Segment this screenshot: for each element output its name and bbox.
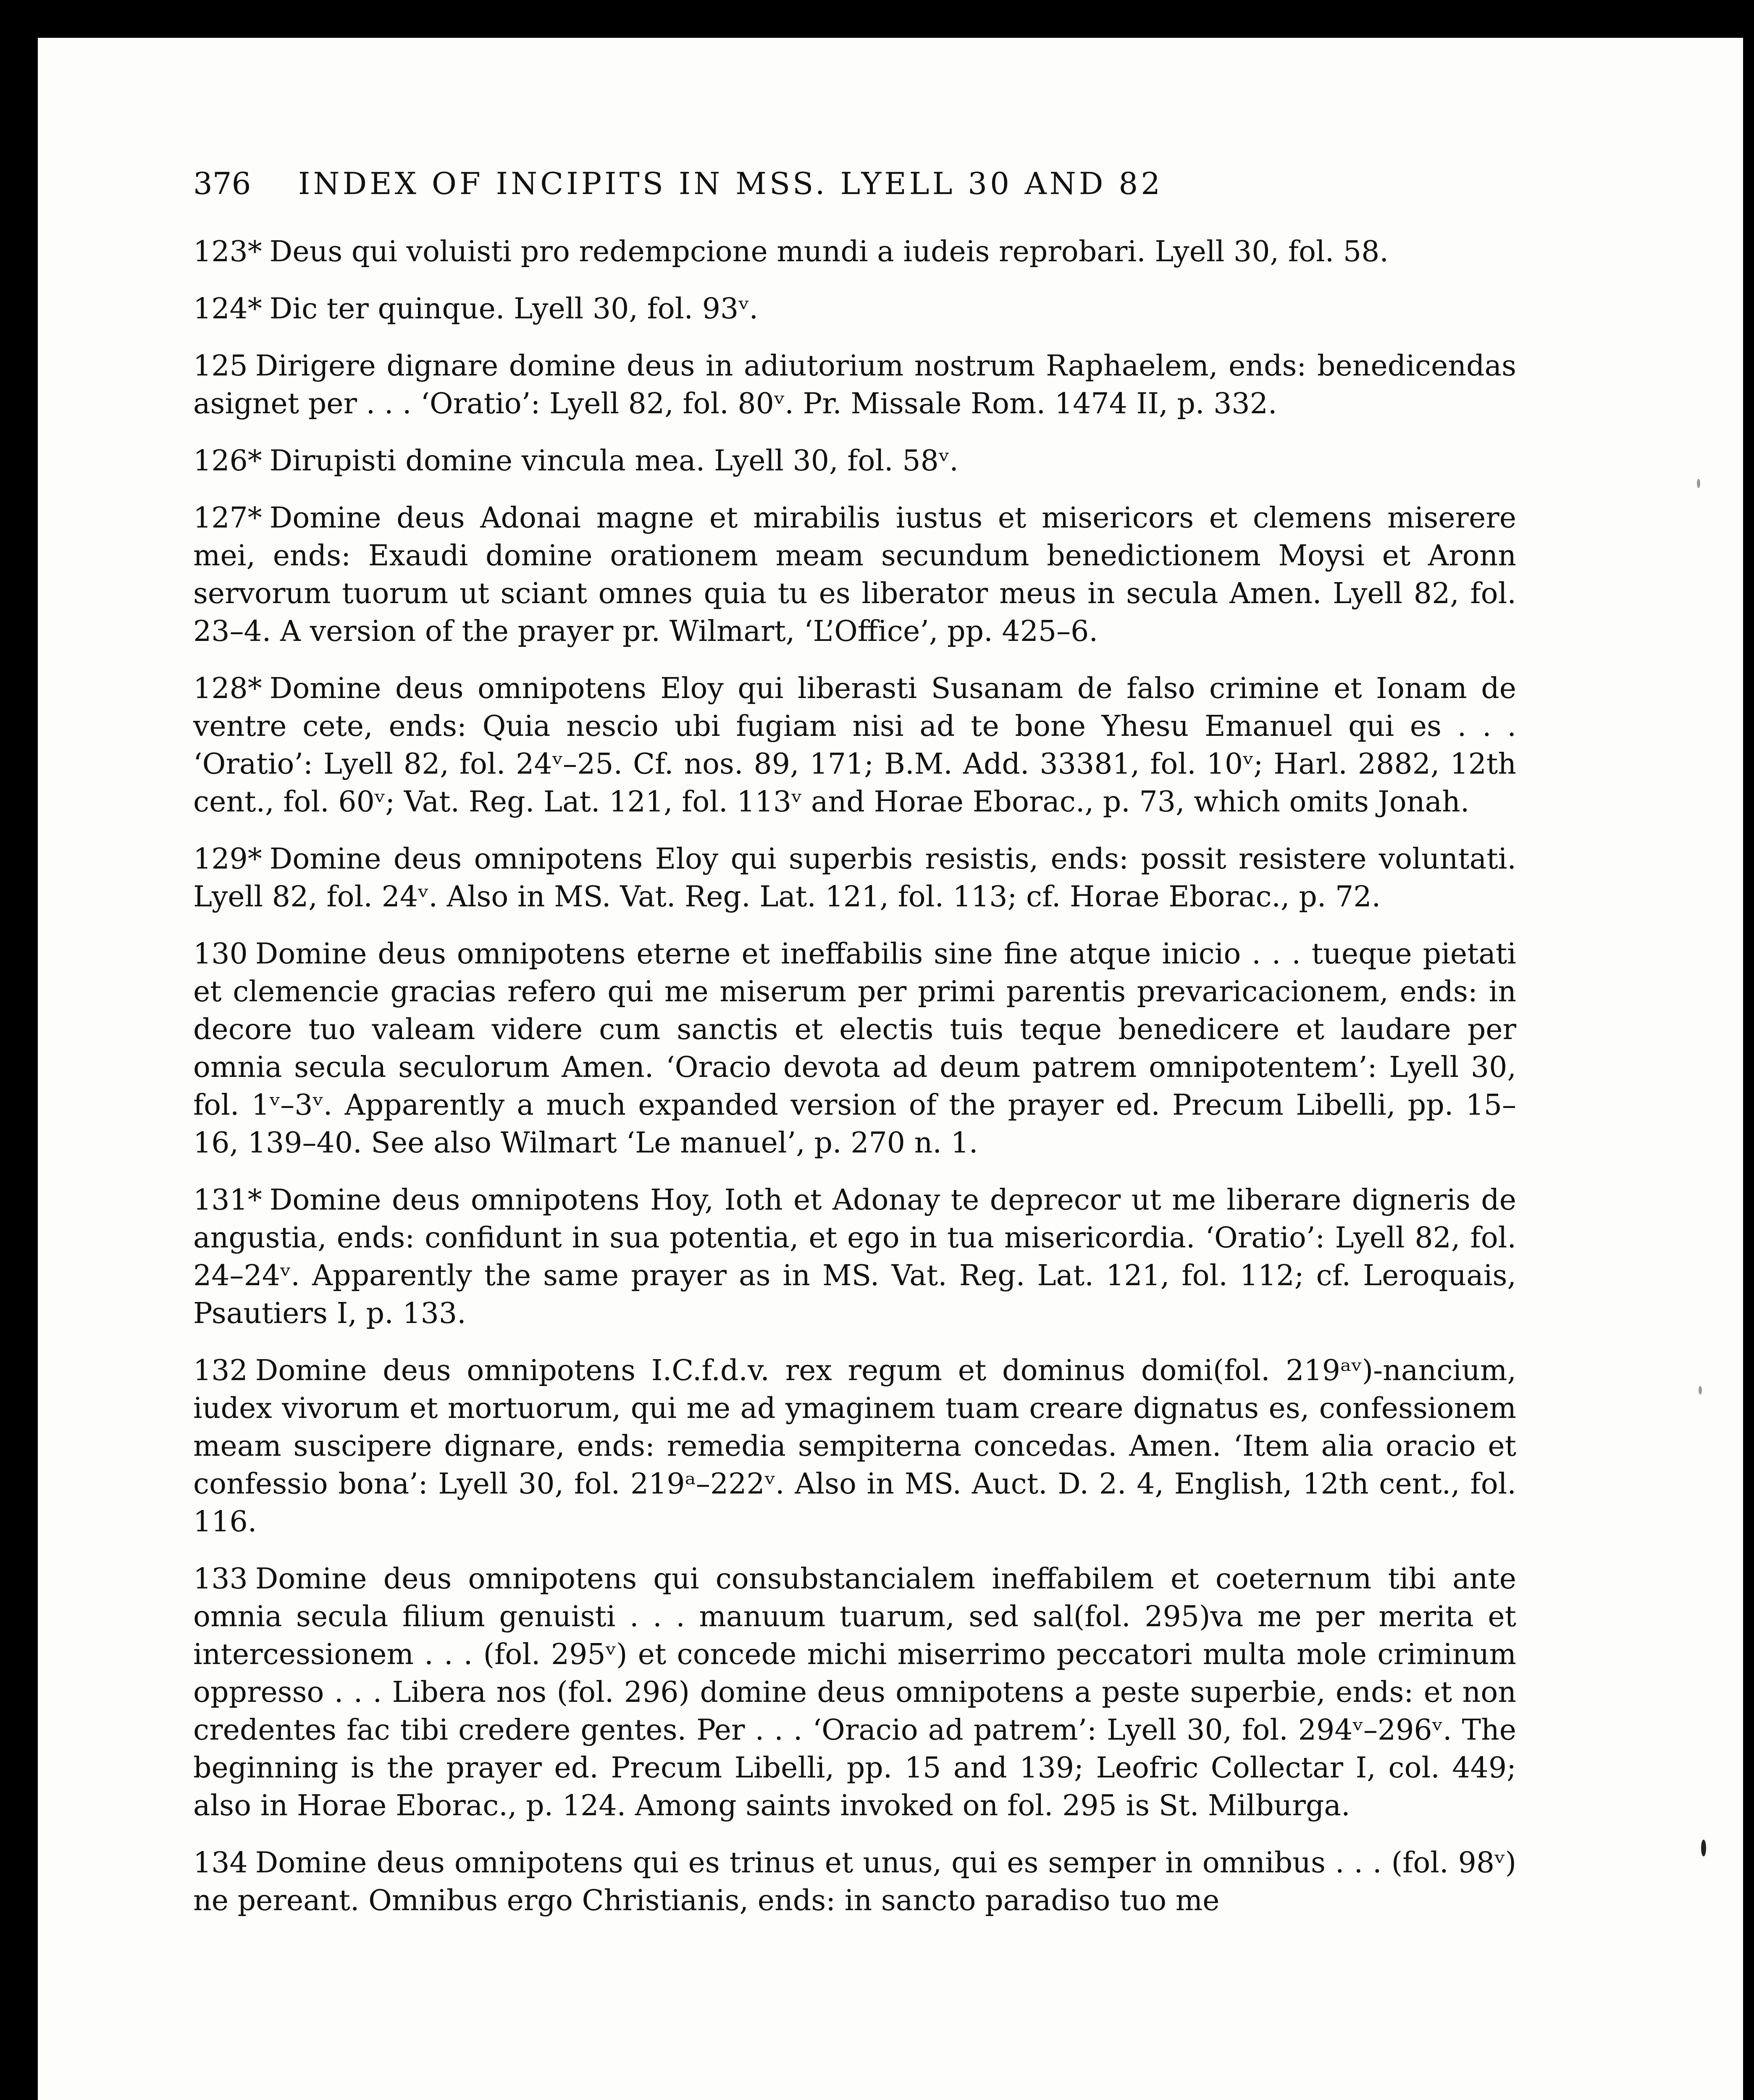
entry-number: 133 [193, 1562, 248, 1596]
index-entry [193, 1560, 1516, 1825]
index-entry [193, 670, 1516, 821]
scan-speck [1699, 1386, 1702, 1394]
entry-text: Dirupisti domine vincula mea. Lyell 30, fol. 58ᵛ. [269, 444, 958, 478]
entry-number: 124* [193, 292, 262, 326]
entry-text: Domine deus omnipotens qui consubstancialem ineffabilem et coeternum tibi ante omnia secula filium genuisti . . . manuum tuarum, sed sal(fol. 295)va me per merita et intercessionem . . . (fol. 295ᵛ) et concede michi miserrimo peccatori multa mole criminum oppresso . . . Libera nos (fol. 296) domine deus omnipotens a peste superbie, ends: et non credentes fac tibi credere gentes. Per . . . ‘Oracio ad patrem’: Lyell 30, fol. 294ᵛ–296ᵛ. The beginning is the prayer ed. Precum Libelli, pp. 15 and 139; Leofric Collectar I, col. 449; also in Horae Eborac., p. 124. Among saints invoked on fol. 295 is St. Milburga. [193, 1562, 1516, 1822]
entry-text: Dirigere dignare domine deus in adiutorium nostrum Raphaelem, ends: benedicendas asignet per . . . ‘Oratio’: Lyell 82, fol. 80ᵛ. Pr. Missale Rom. 1474 II, p. 332. [193, 349, 1516, 420]
entry-text: Domine deus omnipotens qui es trinus et unus, qui es semper in omnibus . . . (fol. 98ᵛ) ne pereant. Omnibus ergo Christianis, ends: in sancto paradiso tuo me [193, 1846, 1516, 1917]
index-entry [193, 935, 1516, 1162]
index-entry [193, 347, 1516, 423]
scan-speck [1697, 479, 1700, 488]
entry-number: 129* [193, 843, 262, 876]
entry-text: Domine deus omnipotens Hoy, Ioth et Adonay te deprecor ut me liberare digneris de angustia, ends: confidunt in sua potentia, et ego in tua misericordia. ‘Oratio’: Lyell 82, fol. 24–24ᵛ. Apparently the same prayer as in MS. Vat. Reg. Lat. 121, fol. 112; cf. Leroquais, Psautiers I, p. 133. [193, 1184, 1516, 1330]
index-entries [193, 233, 1516, 1939]
entry-text: Deus qui voluisti pro redempcione mundi a iudeis reprobari. Lyell 30, fol. 58. [269, 235, 1389, 268]
index-entry [193, 233, 1516, 271]
entry-number: 127* [193, 501, 262, 535]
page-number: 376 [193, 166, 251, 201]
entry-text: Domine deus omnipotens Eloy qui superbis resistis, ends: possit resistere voluntati. Lyell 82, fol. 24ᵛ. Also in MS. Vat. Reg. Lat. 121, fol. 113; cf. Horae Eborac., p. 72. [193, 843, 1516, 914]
index-entry [193, 1844, 1516, 1920]
scan-speck [1701, 1840, 1706, 1856]
index-entry [193, 499, 1516, 651]
index-entry [193, 290, 1516, 328]
entry-number: 134 [193, 1846, 248, 1880]
entry-number: 130 [193, 937, 248, 971]
entry-number: 123* [193, 235, 262, 268]
index-entry [193, 442, 1516, 480]
index-entry [193, 1181, 1516, 1333]
entry-text: Domine deus omnipotens eterne et ineffabilis sine fine atque inicio . . . tueque pietati et clemencie gracias refero qui me miserum per primi parentis prevaricacionem, ends: in decore tuo valeam videre cum sanctis et electis tuis teque benedicere et laudare per omnia secula seculorum Amen. ‘Oracio devota ad deum patrem omnipotentem’: Lyell 30, fol. 1ᵛ–3ᵛ. Apparently a much expanded version of the prayer ed. Precum Libelli, pp. 15–16, 139–40. See also Wilmart ‘Le manuel’, p. 270 n. 1. [193, 937, 1516, 1160]
entry-text: Domine deus Adonai magne et mirabilis iustus et misericors et clemens miserere mei, ends: Exaudi domine orationem meam secundum benedictionem Moysi et Aronn servorum tuorum ut sciant omnes quia tu es liberator meus in secula Amen. Lyell 82, fol. 23–4. A version of the prayer pr. Wilmart, ‘L’Office’, pp. 425–6. [193, 501, 1516, 648]
entry-number: 132 [193, 1354, 248, 1387]
entry-text: Dic ter quinque. Lyell 30, fol. 93ᵛ. [269, 292, 759, 326]
entry-number: 128* [193, 672, 262, 705]
index-entry [193, 840, 1516, 916]
running-header [193, 166, 1436, 201]
entry-number: 131* [193, 1184, 262, 1217]
entry-number: 125 [193, 349, 248, 383]
running-title: INDEX OF INCIPITS IN MSS. LYELL 30 AND 82 [298, 166, 1163, 201]
entry-text: Domine deus omnipotens Eloy qui liberasti Susanam de falso crimine et Ionam de ventre cete, ends: Quia nescio ubi fugiam nisi ad te bone Yhesu Emanuel qui es . . . ‘Oratio’: Lyell 82, fol. 24ᵛ–25. Cf. nos. 89, 171; B.M. Add. 33381, fol. 10ᵛ; Harl. 2882, 12th cent., fol. 60ᵛ; Vat. Reg. Lat. 121, fol. 113ᵛ and Horae Eborac., p. 73, which omits Jonah. [193, 672, 1516, 819]
entry-number: 126* [193, 444, 262, 478]
index-entry [193, 1352, 1516, 1541]
entry-text: Domine deus omnipotens I.C.f.d.v. rex regum et dominus domi(fol. 219ᵃᵛ)-nancium, iudex vivorum et mortuorum, qui me ad ymaginem tuam creare dignatus es, confessionem meam suscipere dignare, ends: remedia sempiterna concedas. Amen. ‘Item alia oracio et confessio bona’: Lyell 30, fol. 219ᵃ–222ᵛ. Also in MS. Auct. D. 2. 4, English, 12th cent., fol. 116. [193, 1354, 1516, 1538]
